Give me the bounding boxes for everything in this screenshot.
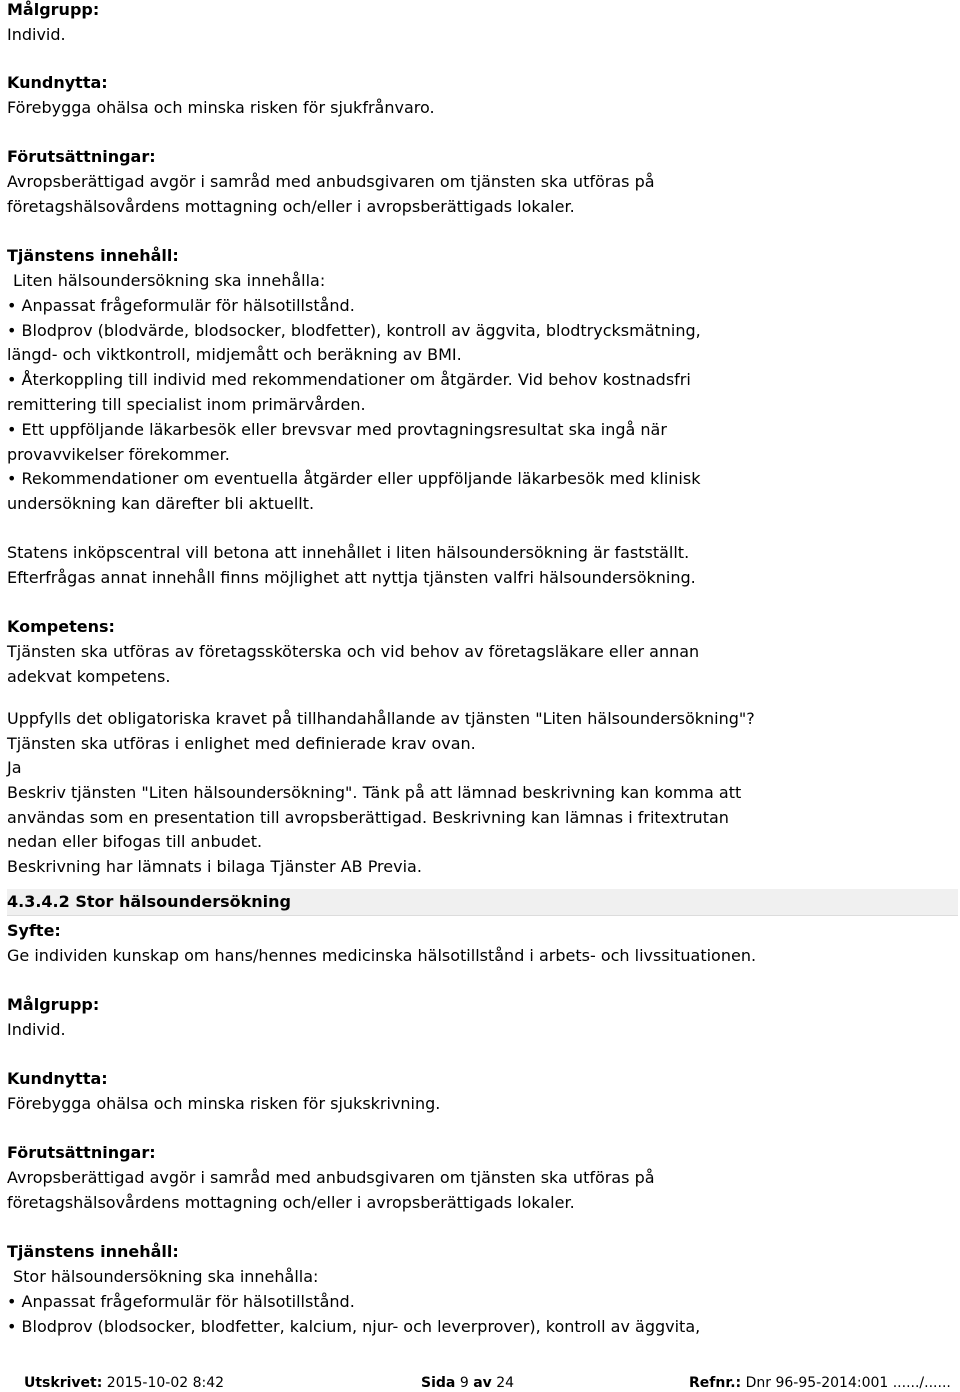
text-line: nedan eller bifogas till anbudet.	[7, 832, 263, 851]
footer-ref-label: Refnr.:	[689, 1375, 742, 1391]
field-heading: Syfte:	[7, 921, 61, 940]
text-line: Ge individen kunskap om hans/hennes medicinska hälsotillstånd i arbets- och livssituationen.	[7, 946, 757, 965]
text-line: • Blodprov (blodvärde, blodsocker, blodfetter), kontroll av äggvita, blodtrycksmätning,	[7, 321, 701, 340]
text-line: • Anpassat frågeformulär för hälsotillstånd.	[7, 296, 355, 315]
text-line: • Blodprov (blodsocker, blodfetter, kalcium, njur- och leverprover), kontroll av äggvita,	[7, 1317, 701, 1336]
text-line: Tjänsten ska utföras av företagssköterska och vid behov av företagsläkare eller annan	[7, 642, 700, 661]
section-heading-bar	[7, 889, 958, 916]
text-line: Förebygga ohälsa och minska risken för sjukskrivning.	[7, 1094, 441, 1113]
text-line: Stor hälsoundersökning ska innehålla:	[13, 1267, 319, 1286]
footer-ref-value: Dnr 96-95-2014:001 ....../......	[745, 1375, 951, 1391]
field-heading: Kompetens:	[7, 617, 115, 636]
text-line: längd- och viktkontroll, midjemått och beräkning av BMI.	[7, 345, 462, 364]
text-line: användas som en presentation till avropsberättigad. Beskrivning kan lämnas i fritextrutan	[7, 808, 729, 827]
footer-page-label: Sida	[421, 1375, 456, 1391]
text-line: undersökning kan därefter bli aktuellt.	[7, 494, 315, 513]
text-line: Ja	[7, 758, 22, 777]
text-line: Tjänsten ska utföras i enlighet med definierade krav ovan.	[7, 734, 476, 753]
footer-printed-label: Utskrivet:	[24, 1375, 103, 1391]
footer-page	[421, 1374, 514, 1392]
field-heading: Kundnytta:	[7, 73, 108, 92]
field-heading: Förutsättningar:	[7, 1143, 156, 1162]
text-line: Liten hälsoundersökning ska innehålla:	[13, 271, 326, 290]
text-line: Individ.	[7, 1020, 66, 1039]
field-heading: Kundnytta:	[7, 1069, 108, 1088]
text-line: Statens inköpscentral vill betona att innehållet i liten hälsoundersökning är fastställt.	[7, 543, 690, 562]
footer-page-of: av	[473, 1375, 492, 1391]
footer-ref	[689, 1374, 951, 1392]
footer-page-number: 9	[459, 1375, 469, 1391]
text-line: företagshälsovårdens mottagning och/eller i avropsberättigads lokaler.	[7, 1193, 575, 1212]
section-heading: 4.3.4.2 Stor hälsoundersökning	[7, 892, 291, 911]
text-line: provavvikelser förekommer.	[7, 445, 230, 464]
text-line: • Ett uppföljande läkarbesök eller brevsvar med provtagningsresultat ska ingå när	[7, 420, 667, 439]
text-line: Efterfrågas annat innehåll finns möjlighet att nyttja tjänsten valfri hälsoundersökning.	[7, 568, 696, 587]
text-line: • Anpassat frågeformulär för hälsotillstånd.	[7, 1292, 355, 1311]
text-line: remittering till specialist inom primärvården.	[7, 395, 366, 414]
field-heading: Tjänstens innehåll:	[7, 246, 179, 265]
text-line: • Återkoppling till individ med rekommendationer om åtgärder. Vid behov kostnadsfri	[7, 370, 691, 389]
text-line: Uppfylls det obligatoriska kravet på tillhandahållande av tjänsten "Liten hälsoundersökning"?	[7, 709, 755, 728]
text-line: Beskrivning har lämnats i bilaga Tjänster AB Previa.	[7, 857, 422, 876]
text-line: företagshälsovårdens mottagning och/eller i avropsberättigads lokaler.	[7, 197, 575, 216]
footer-printed-value: 2015-10-02 8:42	[106, 1375, 225, 1391]
text-line: Förebygga ohälsa och minska risken för sjukfrånvaro.	[7, 98, 435, 117]
text-line: Beskriv tjänsten "Liten hälsoundersökning". Tänk på att lämnad beskrivning kan komma att	[7, 783, 742, 802]
text-line: adekvat kompetens.	[7, 667, 171, 686]
text-line: • Rekommendationer om eventuella åtgärder eller uppföljande läkarbesök med klinisk	[7, 469, 701, 488]
field-heading: Målgrupp:	[7, 995, 100, 1014]
field-heading: Tjänstens innehåll:	[7, 1242, 179, 1261]
text-line: Individ.	[7, 25, 66, 44]
text-line: Avropsberättigad avgör i samråd med anbudsgivaren om tjänsten ska utföras på	[7, 1168, 655, 1187]
field-heading: Målgrupp:	[7, 0, 100, 19]
footer-page-total: 24	[496, 1375, 515, 1391]
field-heading: Förutsättningar:	[7, 147, 156, 166]
text-line: Avropsberättigad avgör i samråd med anbudsgivaren om tjänsten ska utföras på	[7, 172, 655, 191]
footer-printed	[24, 1374, 224, 1392]
